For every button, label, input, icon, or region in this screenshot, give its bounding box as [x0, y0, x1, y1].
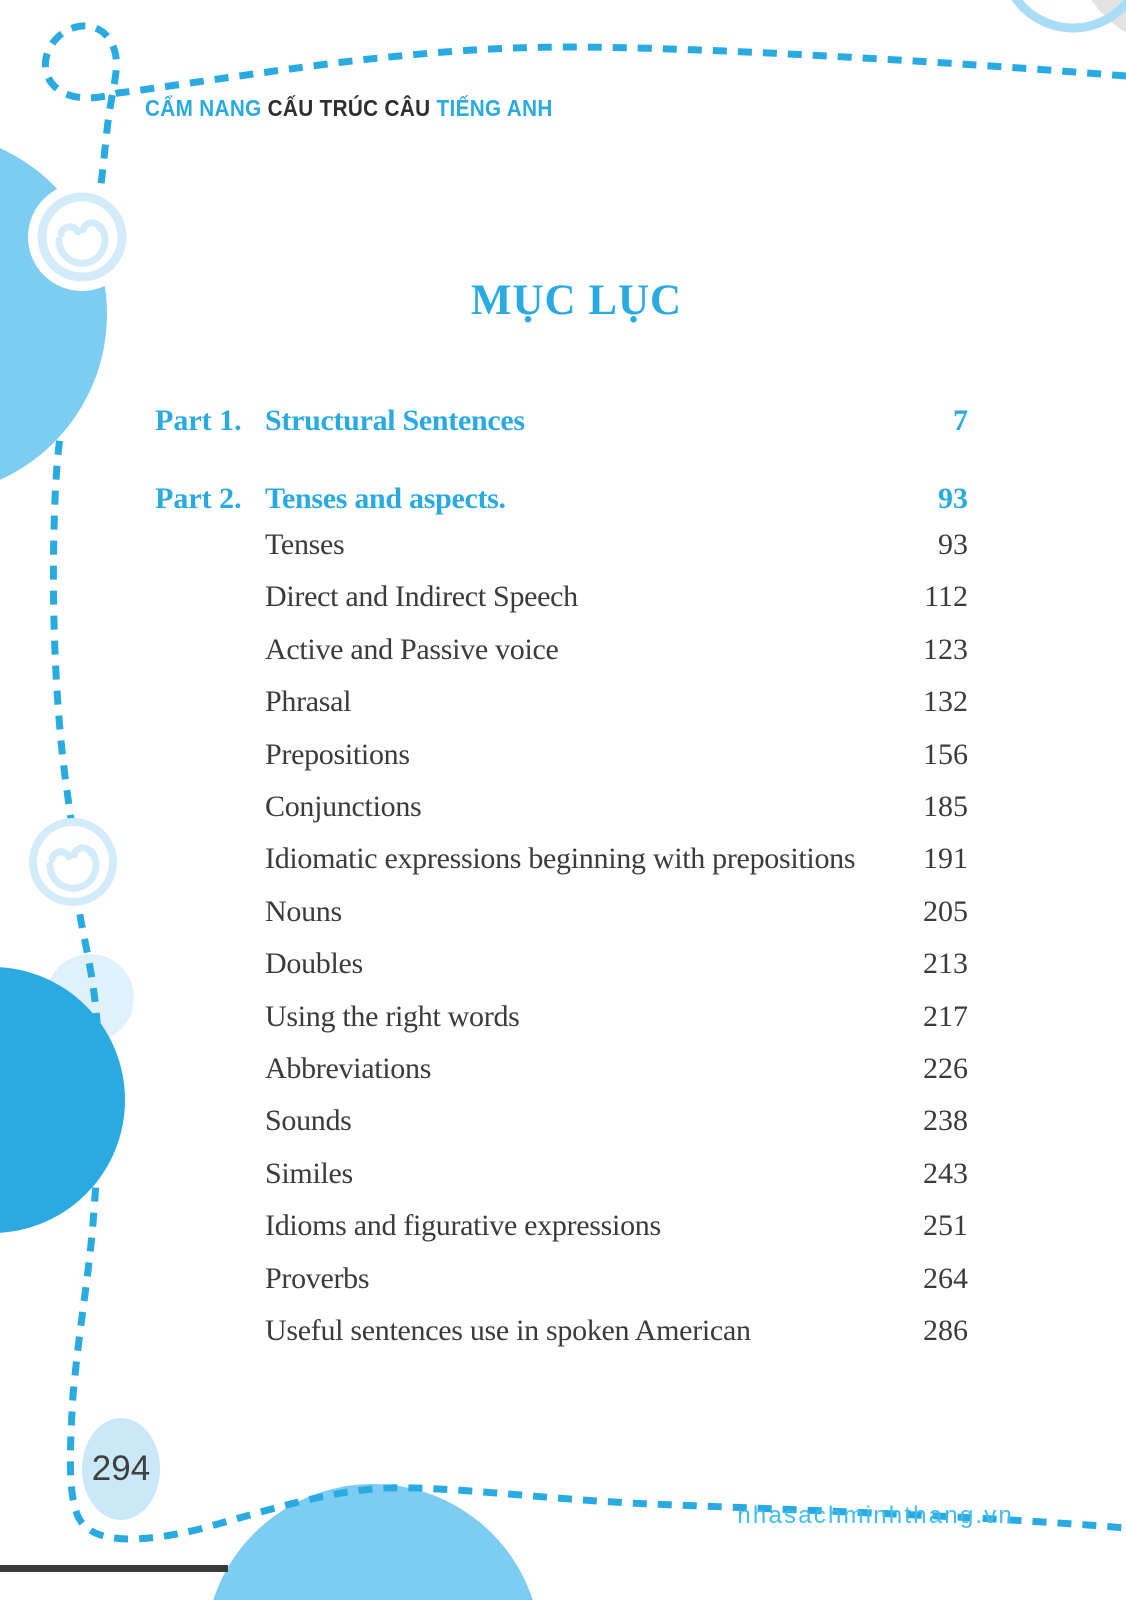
toc-item-page: 243	[923, 1156, 968, 1190]
toc-item-row	[155, 938, 968, 990]
toc-item-title: Doubles	[265, 947, 363, 981]
toc-item-row	[155, 833, 968, 885]
toc-item-title: Direct and Indirect Speech	[265, 580, 578, 614]
smiley-icon	[33, 822, 113, 902]
toc-item-row	[155, 729, 968, 781]
toc-item-title: Sounds	[265, 1104, 352, 1138]
smiley-icon	[28, 183, 136, 291]
toc-item-row	[155, 1095, 968, 1147]
website-url: nhasachminhthang.vn	[737, 1502, 1014, 1529]
toc-item-page: 286	[923, 1314, 968, 1348]
toc-item-title: Using the right words	[265, 999, 520, 1033]
brand-suffix: TIẾNG ANH	[430, 95, 553, 121]
book-brand-header	[145, 95, 553, 122]
bottom-circle	[205, 1484, 541, 1600]
toc-item-title: Idiomatic expressions beginning with prepositions	[265, 842, 856, 876]
toc-part-label: Part 1.	[155, 404, 242, 437]
toc-item-row	[155, 1043, 968, 1095]
toc-item-page: 205	[923, 894, 968, 928]
toc-item-page: 251	[923, 1209, 968, 1243]
toc-item-row	[155, 1200, 968, 1252]
toc-item-title: Useful sentences use in spoken American	[265, 1314, 751, 1348]
toc-item-row	[155, 1253, 968, 1305]
toc-item-title: Tenses	[265, 528, 345, 561]
toc-item-row	[155, 991, 968, 1043]
toc-item-page: 213	[923, 947, 968, 981]
toc-item-page: 264	[923, 1261, 968, 1295]
bottom-rule	[0, 1565, 228, 1572]
toc-item-title: Similes	[265, 1156, 353, 1190]
toc-item-row	[155, 624, 968, 676]
toc-item-title: Proverbs	[265, 1261, 370, 1295]
toc-item-title: Prepositions	[265, 737, 410, 771]
toc-item-page: 217	[923, 999, 968, 1033]
toc-item-page: 185	[923, 790, 968, 824]
brand-prefix: CẨM NANG	[145, 95, 268, 121]
toc-part-title: Tenses and aspects.	[265, 482, 506, 515]
toc-item-row	[155, 519, 968, 571]
brand-bold: CẤU TRÚC CÂU	[267, 95, 431, 121]
toc-item-row	[155, 781, 968, 833]
toc-part-title: Structural Sentences	[265, 404, 525, 437]
toc-item-row	[155, 1148, 968, 1200]
toc-part-row	[155, 481, 968, 517]
toc-item-title: Active and Passive voice	[265, 632, 559, 666]
toc-item-title: Nouns	[265, 894, 342, 928]
toc-item-title: Phrasal	[265, 685, 352, 719]
toc-part-row	[155, 403, 968, 439]
toc-item-page: 226	[923, 1052, 968, 1086]
toc-item-page: 156	[923, 737, 968, 771]
toc-item-page: 93	[938, 528, 968, 561]
toc-item-page: 238	[923, 1104, 968, 1138]
toc-item-page: 123	[923, 632, 968, 666]
toc-part-label: Part 2.	[155, 482, 242, 515]
toc-item-page: 132	[923, 685, 968, 719]
page-number-badge	[82, 1418, 160, 1520]
toc-item-row	[155, 886, 968, 938]
toc-part-page: 7	[953, 404, 968, 437]
toc-item-title: Abbreviations	[265, 1052, 432, 1086]
toc-item-page: 112	[924, 580, 968, 614]
toc-part-page: 93	[938, 482, 968, 515]
toc-item-title: Idioms and figurative expressions	[265, 1209, 661, 1243]
toc-item-row	[155, 676, 968, 728]
page-title: MỤC LỤC	[470, 277, 683, 324]
page-number: 294	[91, 1449, 151, 1488]
toc	[155, 403, 968, 1358]
toc-item-row	[155, 571, 968, 623]
toc-item-page: 191	[923, 842, 968, 876]
toc-item-title: Conjunctions	[265, 790, 422, 824]
toc-item-row	[155, 1305, 968, 1357]
